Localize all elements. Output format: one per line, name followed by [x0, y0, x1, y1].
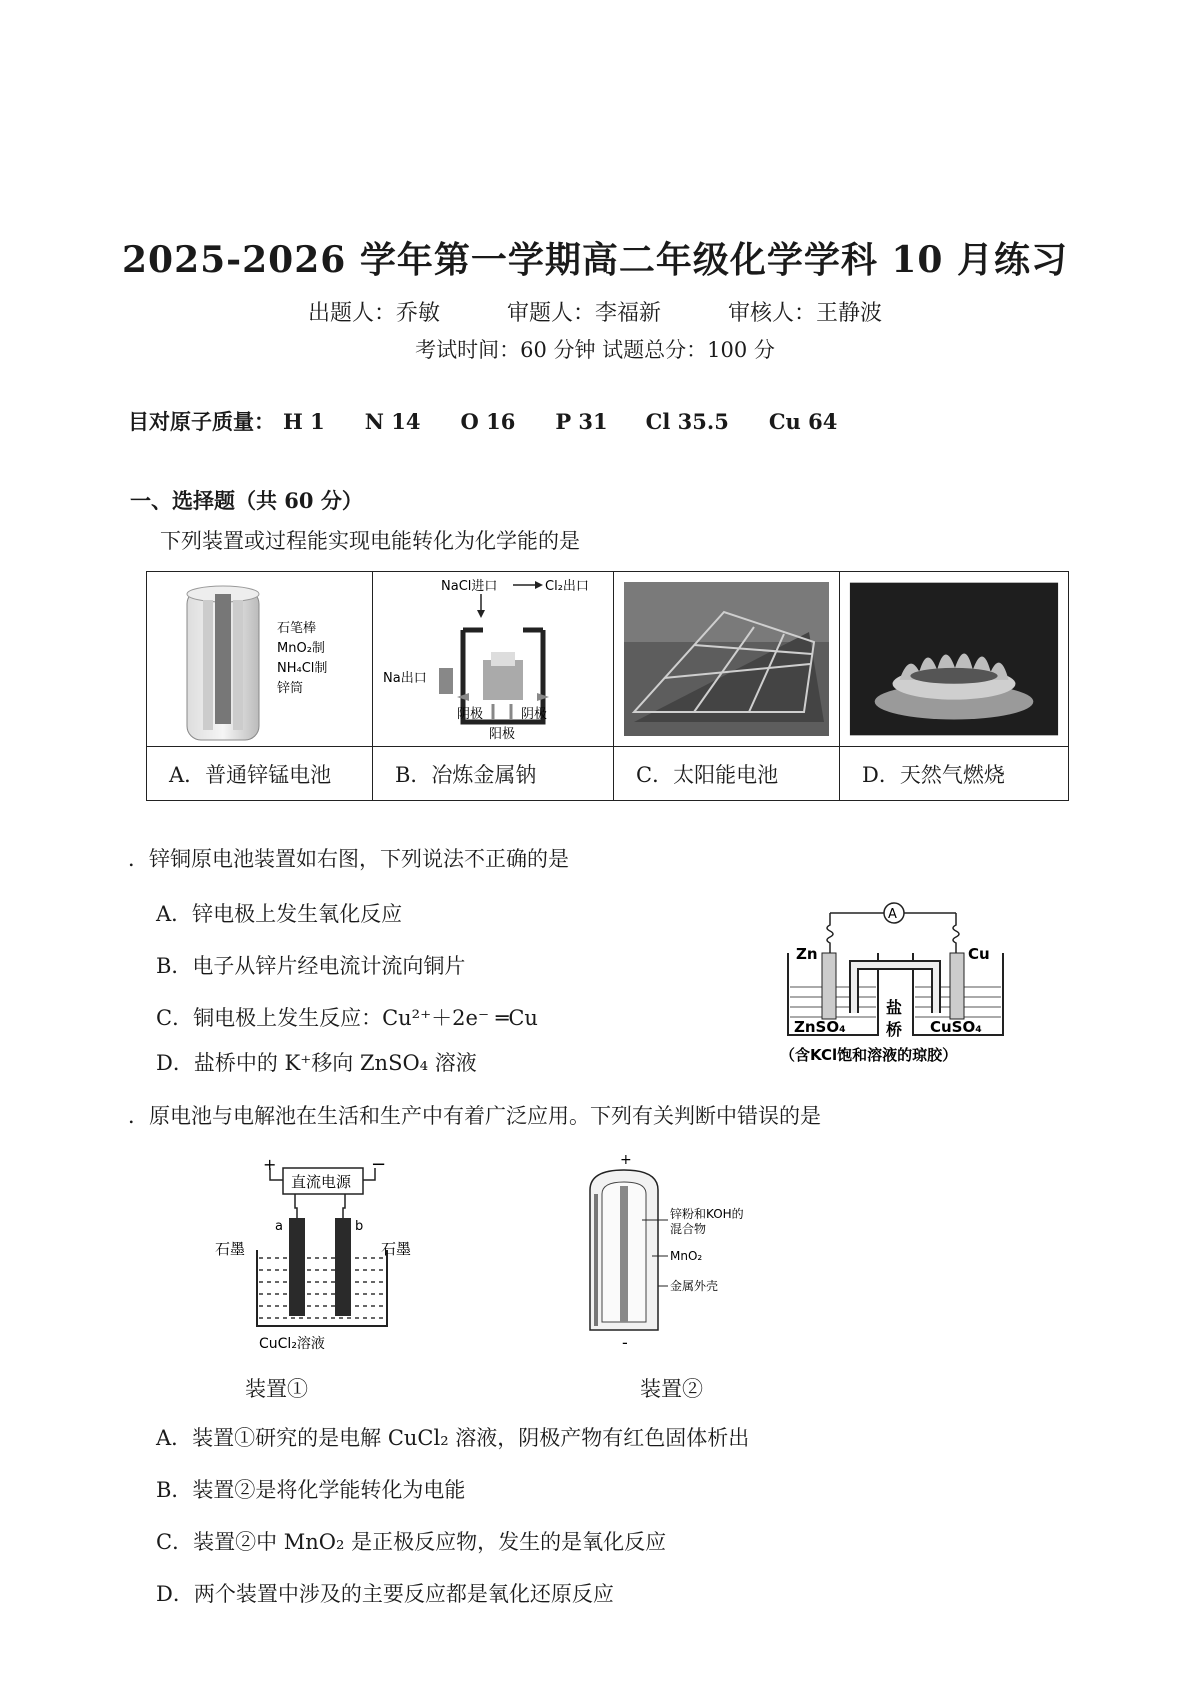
- setter: 出题人：乔敏: [307, 301, 440, 326]
- q1-fig-d: [840, 572, 1069, 747]
- fig-b-label: NaCl进口: [441, 579, 498, 594]
- salt-bridge-label-1: 盐: [886, 998, 903, 1017]
- q3-stem: ．原电池与电解池在生活和生产中有着广泛应用。下列有关判断中错误的是: [128, 1104, 821, 1128]
- cu-label: Cu: [968, 945, 990, 963]
- battery-label-2: MnO₂: [670, 1249, 703, 1263]
- device-1-caption: 装置①: [245, 1377, 308, 1401]
- electrolysis-device-figure: [215, 1158, 425, 1368]
- battery-minus: -: [622, 1333, 628, 1352]
- q2-option-d[interactable]: D．盐桥中的 K⁺移向 ZnSO₄ 溶液: [156, 1051, 477, 1075]
- power-supply-label: 直流电源: [291, 1173, 352, 1191]
- mass-item: H 1: [283, 409, 325, 434]
- right-graphite-label: 石墨: [381, 1240, 412, 1258]
- q1-option-c[interactable]: C．太阳能电池: [614, 747, 840, 801]
- znso4-label: ZnSO₄: [794, 1018, 846, 1036]
- left-graphite-label: 石墨: [215, 1240, 246, 1258]
- solar-panel-photo: [614, 572, 839, 746]
- q3-option-a[interactable]: A．装置①研究的是电解 CuCl₂ 溶液，阴极产物有红色固体析出: [156, 1426, 750, 1450]
- masses-label: 目对原子质量：: [128, 409, 275, 434]
- q3-option-b[interactable]: B．装置②是将化学能转化为电能: [156, 1478, 466, 1502]
- fig-b-label: 阴极: [457, 707, 484, 722]
- fig-b-label: Cl₂出口: [545, 579, 589, 594]
- fig-b-label: 阴极: [521, 707, 548, 722]
- gas-flame-photo: [840, 572, 1068, 746]
- fig-a-label: NH₄Cl制: [277, 661, 328, 676]
- battery-label-3: 金属外壳: [670, 1279, 719, 1293]
- q2-option-b[interactable]: B．电子从锌片经电流计流向铜片: [156, 954, 466, 978]
- minus-sign: −: [371, 1158, 387, 1175]
- q1-fig-c: [614, 572, 840, 747]
- exam-info: 考试时间：60 分钟 试题总分：100 分: [415, 338, 775, 362]
- mass-item: Cu 64: [768, 409, 838, 434]
- zinc-copper-cell-figure: [778, 895, 1028, 1070]
- salt-bridge-label-2: 桥: [886, 1020, 903, 1039]
- alkaline-battery-figure: [580, 1150, 790, 1360]
- mass-item: P 31: [555, 409, 608, 434]
- fig-b-label: 阳极: [489, 727, 516, 742]
- q1-options-table: [146, 571, 1069, 801]
- authors-line: [0, 296, 1190, 327]
- q1-option-b[interactable]: B．冶炼金属钠: [373, 747, 614, 801]
- checker: 审核人：王静波: [728, 301, 883, 326]
- reviewer: 审题人：李福新: [506, 301, 661, 326]
- salt-bridge-note: （含KCl饱和溶液的琼胶）: [780, 1046, 958, 1064]
- mass-item: O 16: [460, 409, 516, 434]
- fig-a-label: MnO₂制: [277, 641, 325, 656]
- section-heading: 一、选择题（共 60 分）: [130, 488, 363, 513]
- cuso4-label: CuSO₄: [930, 1018, 982, 1036]
- page-title: 2025-2026 学年第一学期高二年级化学学科 10 月练习: [121, 239, 1069, 281]
- plus-sign: +: [263, 1158, 277, 1174]
- fig-b-label: Na出口: [383, 671, 427, 686]
- ammeter-label: A: [888, 907, 897, 922]
- q1-fig-b: [373, 572, 614, 747]
- fig-a-label: 石笔棒: [277, 621, 317, 636]
- electrode-b-label: b: [355, 1219, 364, 1234]
- q1-option-a[interactable]: A．普通锌锰电池: [147, 747, 373, 801]
- mass-item: Cl 35.5: [645, 409, 729, 434]
- battery-plus: +: [620, 1152, 632, 1168]
- atomic-masses: [128, 406, 877, 436]
- zinc-manganese-battery-figure: [147, 572, 372, 746]
- cucl2-label: CuCl₂溶液: [259, 1336, 325, 1352]
- q2-stem: ．锌铜原电池装置如右图，下列说法不正确的是: [128, 847, 569, 871]
- q2-option-a[interactable]: A．锌电极上发生氧化反应: [156, 902, 403, 926]
- fig-a-label: 锌筒: [277, 681, 304, 696]
- device-2-caption: 装置②: [640, 1377, 703, 1401]
- q1-option-d[interactable]: D．天然气燃烧: [840, 747, 1069, 801]
- q3-option-d[interactable]: D．两个装置中涉及的主要反应都是氧化还原反应: [156, 1582, 614, 1606]
- battery-label-1b: 混合物: [670, 1222, 707, 1236]
- electrode-a-label: a: [275, 1219, 283, 1234]
- q2-option-c[interactable]: C．铜电极上发生反应：Cu²⁺＋2e⁻ ═Cu: [156, 1006, 538, 1030]
- q3-option-c[interactable]: C．装置②中 MnO₂ 是正极反应物，发生的是氧化反应: [156, 1530, 667, 1554]
- q1-stem: 下列装置或过程能实现电能转化为化学能的是: [160, 529, 580, 553]
- zn-label: Zn: [796, 945, 818, 963]
- q1-fig-a: [147, 572, 373, 747]
- sodium-electrolysis-figure: [373, 572, 613, 746]
- mass-item: N 14: [364, 409, 421, 434]
- battery-label-1a: 锌粉和KOH的: [670, 1207, 744, 1221]
